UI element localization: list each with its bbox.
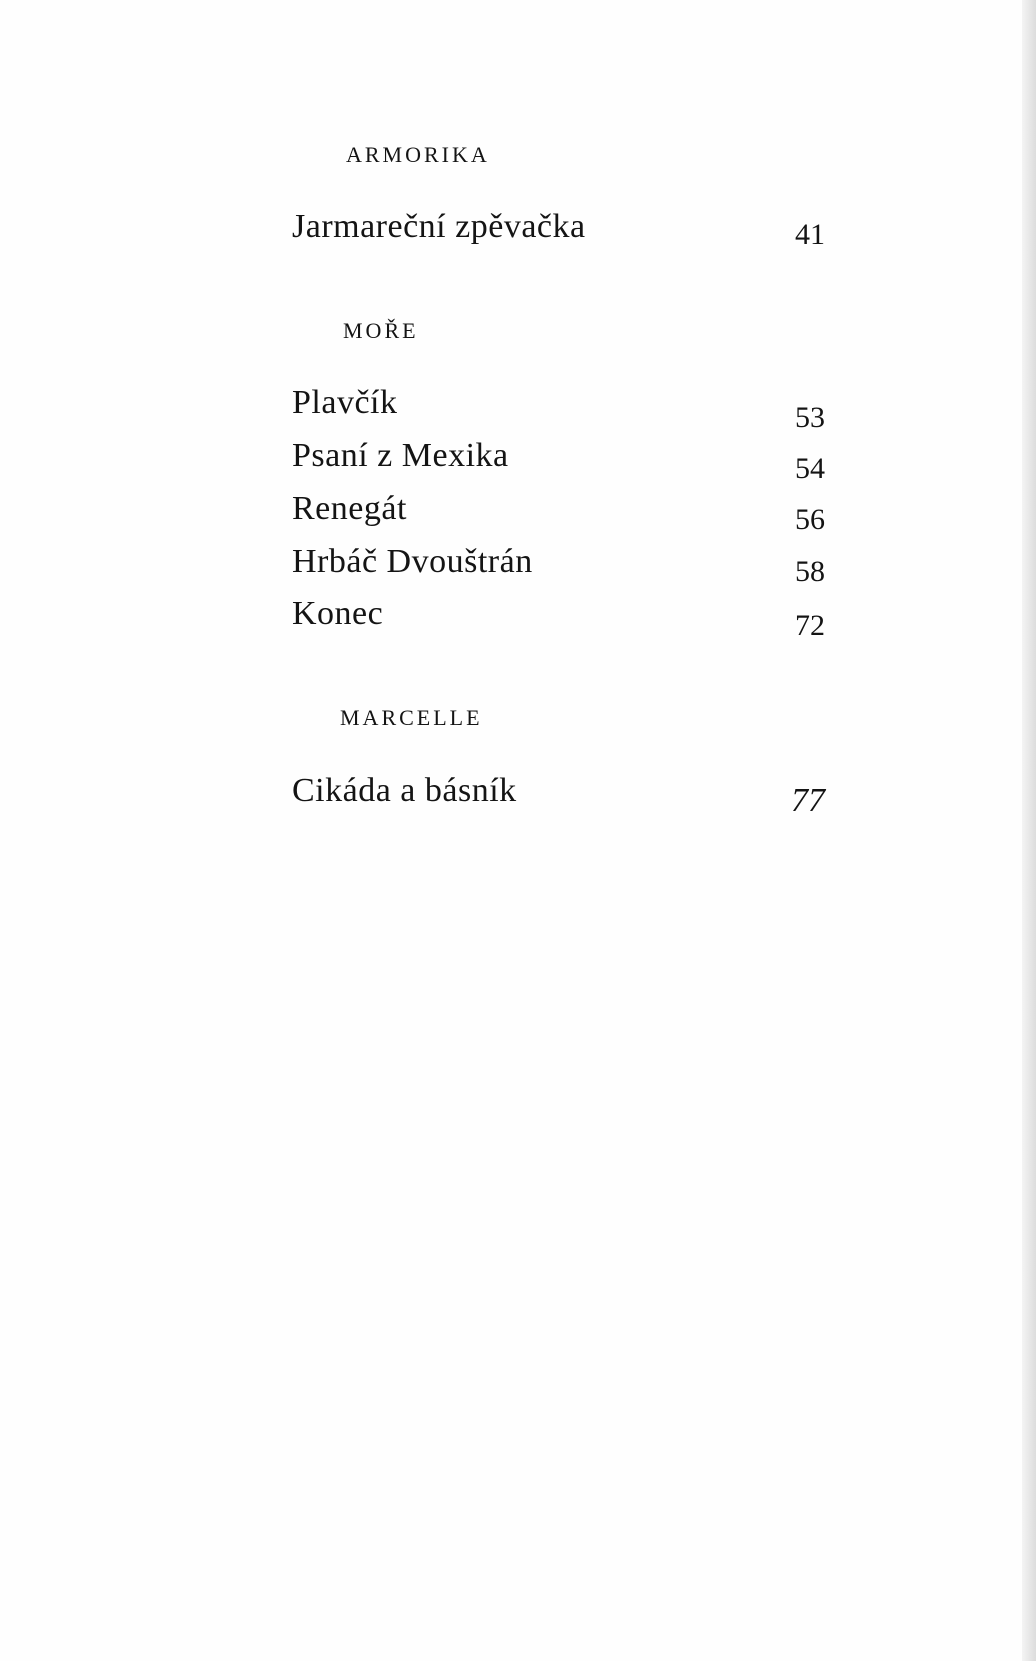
toc-entry-title: Plavčík xyxy=(292,384,398,421)
toc-entry-page: 56 xyxy=(795,503,825,536)
toc-entry-page: 53 xyxy=(795,401,825,434)
toc-entry-page: 54 xyxy=(795,452,825,485)
toc-entry-page: 72 xyxy=(795,609,825,642)
toc-entry-title: Hrbáč Dvouštrán xyxy=(292,543,533,580)
section-heading-more: MOŘE xyxy=(343,318,419,343)
toc-entry-title: Psaní z Mexika xyxy=(292,437,509,474)
page-edge-shadow xyxy=(1022,0,1036,1661)
toc-entry-title: Renegát xyxy=(292,490,407,527)
toc-entry-title: Cikáda a básník xyxy=(292,772,517,809)
section-heading-armorika: ARMORIKA xyxy=(346,142,490,167)
toc-entry-title: Konec xyxy=(292,595,384,632)
toc-entry-title: Jarmareční zpěvačka xyxy=(292,208,586,245)
toc-entry-page: 41 xyxy=(795,218,825,251)
section-heading-marcelle: MARCELLE xyxy=(340,705,483,730)
toc-entry-page: 77 xyxy=(791,782,825,819)
toc-entry-page: 58 xyxy=(795,555,825,588)
